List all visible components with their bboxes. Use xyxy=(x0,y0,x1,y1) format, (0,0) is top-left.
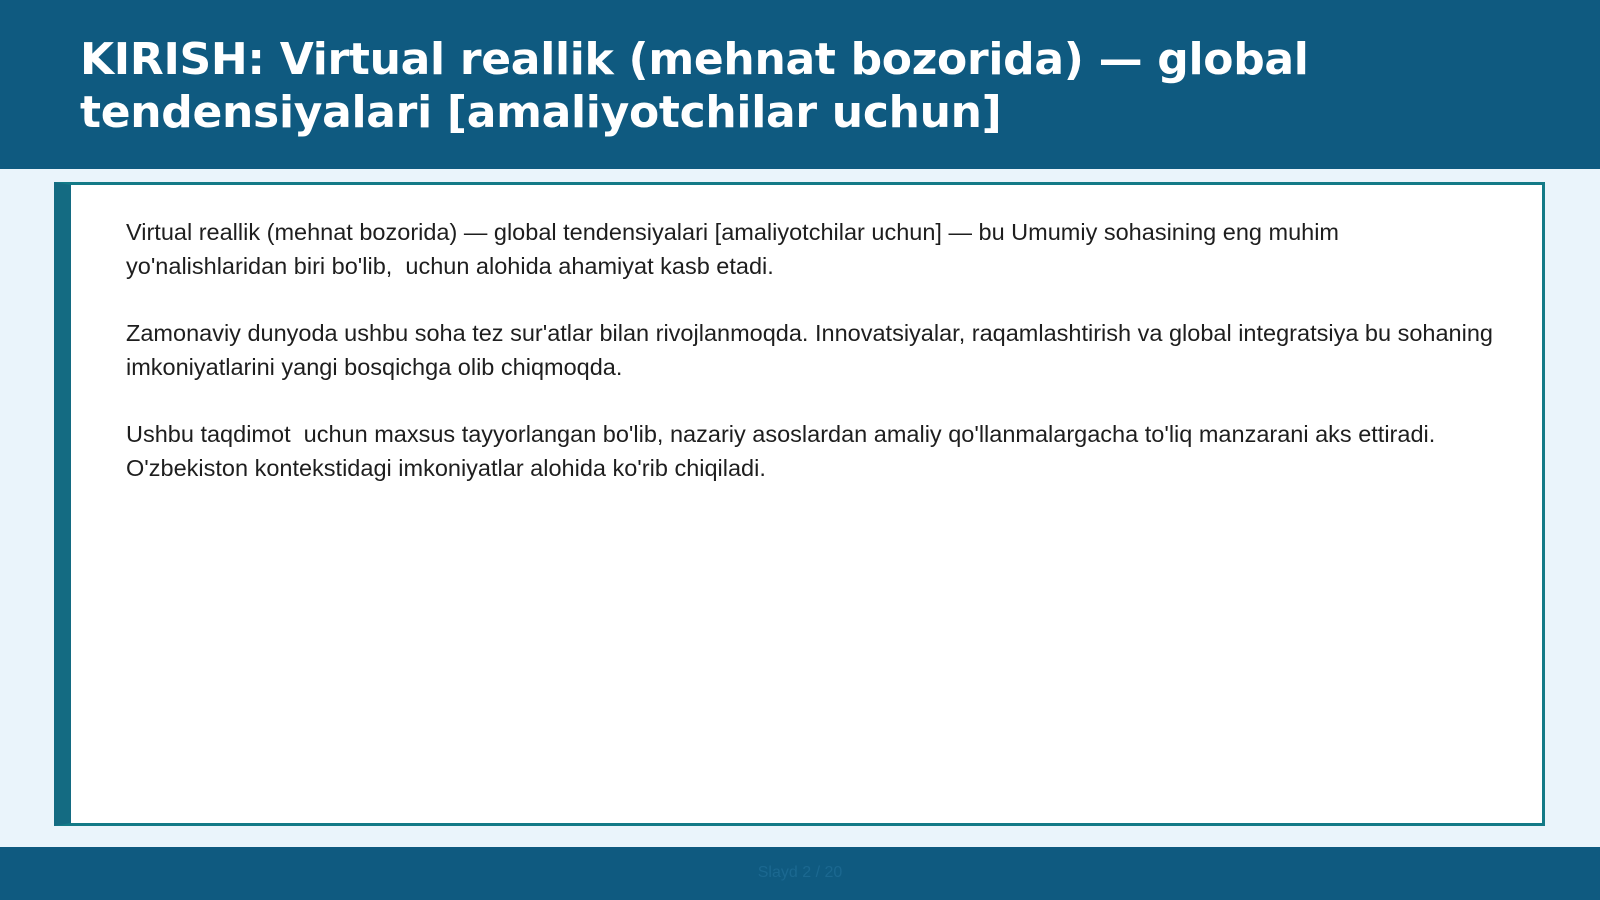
paragraph-intro: Virtual reallik (mehnat bozorida) — global tendensiyalari [amaliyotchilar uchun] — bu Umumiy sohasining eng muhim yo'nalishlaridan biri bo'lib, uchun alohida ahamiyat kasb etadi. xyxy=(126,219,1346,279)
paragraph-modern-world: Zamonaviy dunyoda ushbu soha tez sur'atlar bilan rivojlanmoqda. Innovatsiyalar, raqamlashtirish va global integratsiya bu sohaning imkoniyatlarini yangi bosqichga olib chiqmoqda. xyxy=(126,320,1500,380)
paragraph-presentation: Ushbu taqdimot uchun maxsus tayyorlangan bo'lib, nazariy asoslardan amaliy qo'llanmalargacha to'liq manzarani aks ettiradi. O'zbekiston kontekstidagi imkoniyatlar alohida ko'rib chiqiladi. xyxy=(126,421,1442,481)
body-text xyxy=(126,215,1506,518)
slide-number: Slayd 2 / 20 xyxy=(757,864,843,881)
slide-header xyxy=(0,0,1600,169)
content-box xyxy=(54,182,1545,826)
slide-title: KIRISH: Virtual reallik (mehnat bozorida) — global tendensiyalari [amaliyotchilar uchun] xyxy=(80,34,1309,138)
slide-footer xyxy=(0,847,1600,900)
